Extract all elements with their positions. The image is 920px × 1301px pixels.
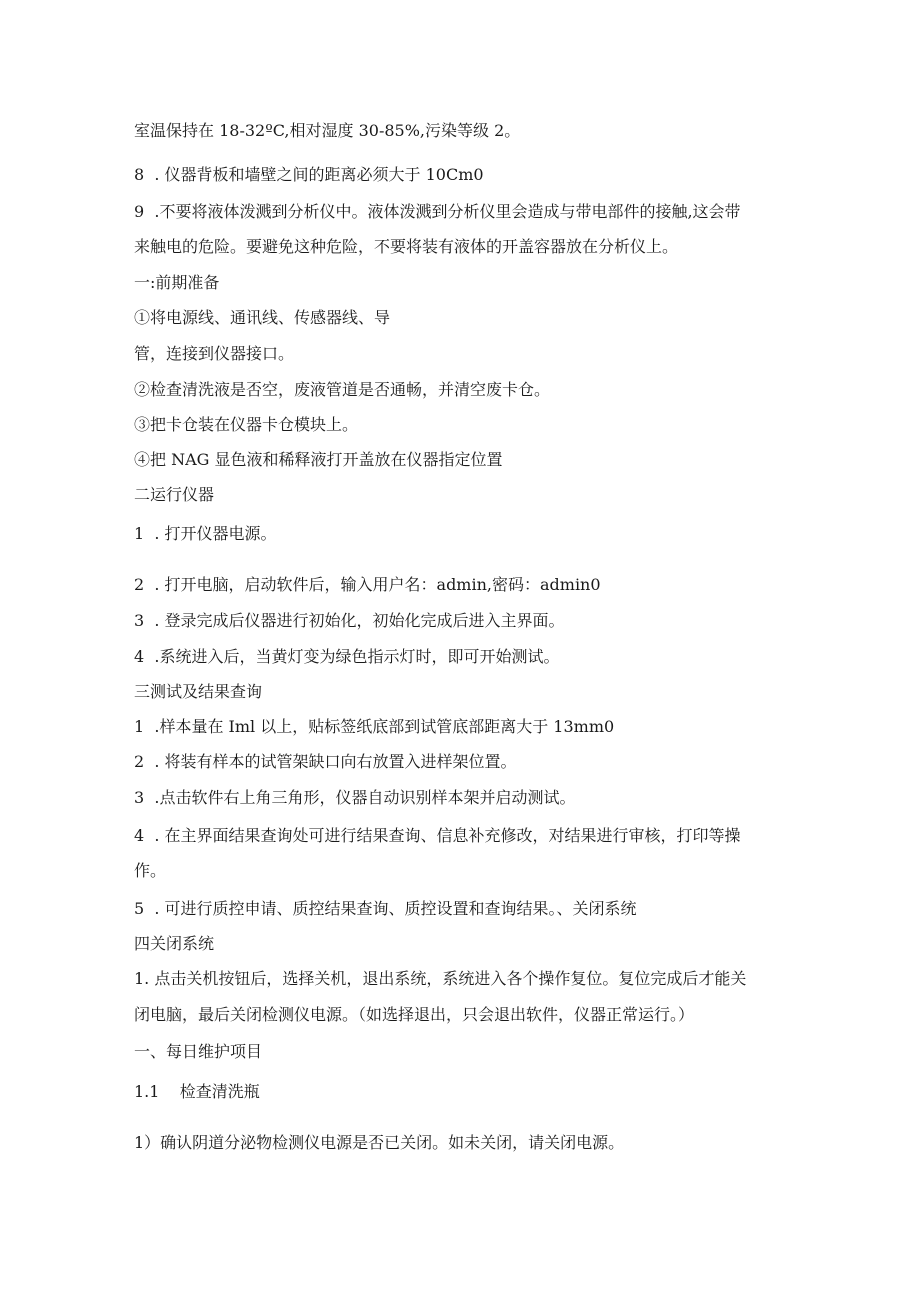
list-item-circle-2: ②检查清洗液是否空，废液管道是否通畅，并清空废卡仓。 xyxy=(134,380,551,399)
test-step-1: 1 .样本量在 Iml 以上，贴标签纸底部到试管底部距离大于 13mm0 xyxy=(134,717,615,736)
shutdown-step-1-continued: 闭电脑，最后关闭检测仪电源。（如选择退出，只会退出软件，仪器正常运行。） xyxy=(134,1005,695,1024)
test-step-3: 3 .点击软件右上角三角形，仪器自动识别样本架并启动测试。 xyxy=(134,788,576,807)
list-item-circle-1: ①将电源线、通讯线、传感器线、导 xyxy=(134,308,391,327)
test-step-4: 4 . 在主界面结果查询处可进行结果查询、信息补充修改，对结果进行审核，打印等操 xyxy=(134,826,741,845)
run-step-1: 1 . 打开仪器电源。 xyxy=(134,524,277,543)
subsection-heading-check-bottle: 1.1 检查清洗瓶 xyxy=(134,1082,260,1101)
section-heading-run: 二运行仪器 xyxy=(134,485,215,504)
run-step-2: 2 . 打开电脑，启动软件后，输入用户名：admin,密码：admin0 xyxy=(134,575,601,594)
list-item-circle-4: ④把 NAG 显色液和稀释液打开盖放在仪器指定位置 xyxy=(134,450,503,469)
list-item-9: 9 .不要将液体泼溅到分析仪中。液体泼溅到分析仪里会造成与带电部件的接触,这会带 xyxy=(134,202,741,221)
test-step-5: 5 . 可进行质控申请、质控结果查询、质控设置和查询结果。、关闭系统 xyxy=(134,899,637,918)
run-step-3: 3 . 登录完成后仪器进行初始化，初始化完成后进入主界面。 xyxy=(134,611,565,630)
section-heading-test-query: 三测试及结果查询 xyxy=(134,682,263,701)
maintenance-step-1: 1）确认阴道分泌物检测仪电源是否已关闭。如未关闭，请关闭电源。 xyxy=(134,1133,625,1152)
section-heading-shutdown: 四关闭系统 xyxy=(134,934,215,953)
section-heading-daily-maintenance: 一、每日维护项目 xyxy=(134,1042,263,1061)
list-item-9-continued: 来触电的危险。要避免这种危险，不要将装有液体的开盖容器放在分析仪上。 xyxy=(134,237,679,256)
run-step-4: 4 .系统进入后，当黄灯变为绿色指示灯时，即可开始测试。 xyxy=(134,647,560,666)
shutdown-step-1: 1. 点击关机按钮后，选择关机，退出系统，系统进入各个操作复位。复位完成后才能关 xyxy=(134,969,747,988)
section-heading-preparation: 一:前期准备 xyxy=(134,273,220,292)
paragraph-room-conditions: 室温保持在 18-32ºC,相对湿度 30-85%,污染等级 2。 xyxy=(134,121,521,140)
test-step-4-continued: 作。 xyxy=(134,861,167,880)
list-item-circle-1-continued: 管，连接到仪器接口。 xyxy=(134,344,295,363)
test-step-2: 2 . 将装有样本的试管架缺口向右放置入进样架位置。 xyxy=(134,752,517,771)
list-item-8: 8 . 仪器背板和墙壁之间的距离必须大于 10Cm0 xyxy=(134,165,484,184)
list-item-circle-3: ③把卡仓装在仪器卡仓模块上。 xyxy=(134,415,359,434)
